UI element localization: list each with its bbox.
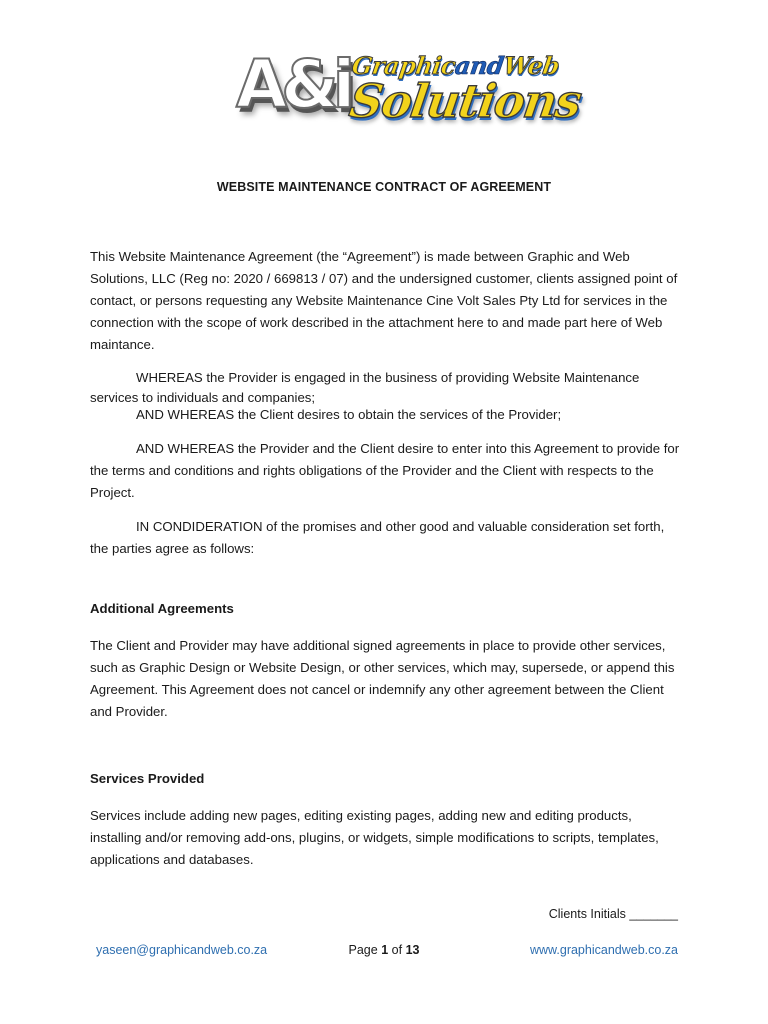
page-word: Page	[348, 943, 378, 957]
section-heading-additional-agreements: Additional Agreements	[90, 601, 234, 616]
logo-word-and: and	[453, 51, 506, 80]
page-current: 1	[381, 943, 389, 957]
footer-email[interactable]: yaseen@graphicandweb.co.za	[96, 943, 268, 957]
logo-word-graphic: Graphic	[350, 51, 458, 80]
clients-initials-line: Clients Initials _______	[548, 907, 678, 921]
intro-paragraph: This Website Maintenance Agreement (the “Agreement”) is made between Graphic and Web Solutions, LLC (Reg no: 2020 / 669813 / 07) and the undersigned customer, clients assigned point of contact, or persons requesting any Website Maintenance Cine Volt Sales Pty Ltd for services in the connection with the scope of work described in the attachment here to and made part here of Web maintance.	[90, 249, 678, 352]
section-heading-services-provided: Services Provided	[90, 771, 205, 786]
document-title: WEBSITE MAINTENANCE CONTRACT OF AGREEMENT	[216, 180, 552, 194]
logo-word-solutions: Solutions	[346, 74, 584, 128]
logo-mark: A&i	[236, 46, 350, 123]
whereas-paragraph-3: AND WHEREAS the Provider and the Client desire to enter into this Agreement to provide for the terms and conditions and rights obligations of the Provider and the Client with respects to the Project.	[90, 441, 680, 500]
section-body-services-provided: Services include adding new pages, editing existing pages, adding new and editing products, installing and/or removing add-ons, plugins, or widgets, simple modifications to scripts, templates, applications and databases.	[90, 808, 659, 867]
consideration-paragraph: IN CONDIDERATION of the promises and other good and valuable consideration set forth, the parties agree as follows:	[90, 519, 665, 556]
page-of: of	[391, 943, 403, 957]
section-body-additional-agreements: The Client and Provider may have additional signed agreements in place to provide other services, such as Graphic Design or Website Design, or other services, which may, supersede, or append this Agreement. This Agreement does not cancel or indemnify any other agreement between the Client and Provider.	[90, 638, 675, 719]
whereas-paragraph-1: WHEREAS the Provider is engaged in the business of providing Website Maintenance services to individuals and companies;	[90, 370, 640, 405]
page-total: 13	[405, 943, 420, 957]
whereas-paragraph-2: AND WHEREAS the Client desires to obtain the services of the Provider;	[136, 407, 562, 422]
company-logo	[236, 46, 584, 138]
footer-website[interactable]: www.graphicandweb.co.za	[530, 943, 678, 957]
logo-word-web: Web	[501, 51, 562, 80]
